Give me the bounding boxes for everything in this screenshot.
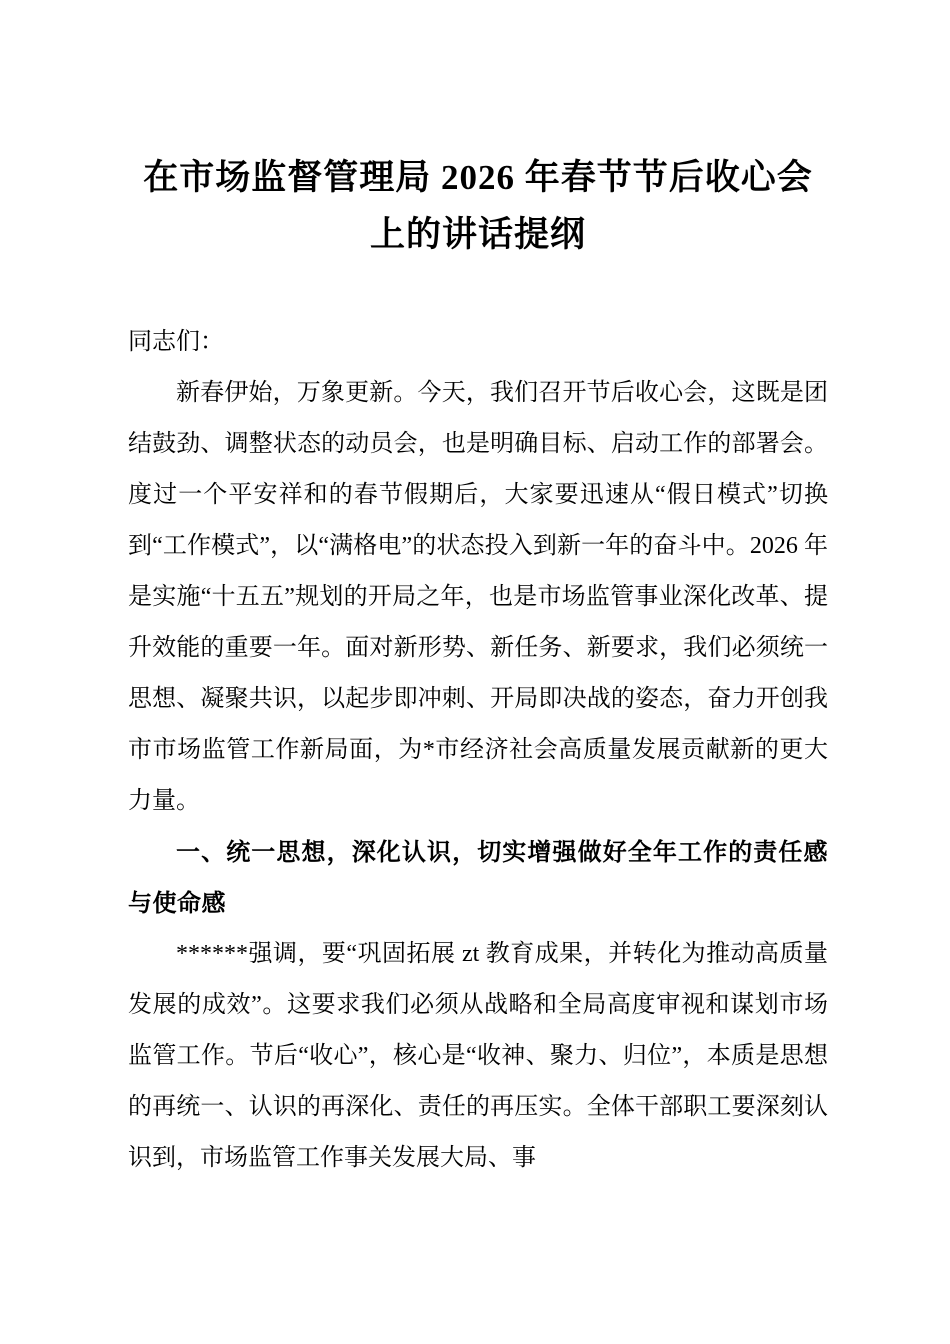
- section-heading-1: 一、统一思想，深化认识，切实增强做好全年工作的责任感与使命感: [128, 839, 828, 918]
- salutation-line: 同志们：: [128, 329, 224, 356]
- body-paragraph-2: ******强调，要“巩固拓展 zt 教育成果，并转化为推动高质量发展的成效”。这要求我们必须从战略和全局高度审视和谋划市场监管工作。节后“收心”，核心是“收神、聚力、归位”，本质是思想的再统一、认识的再深化、责任的再压实。全体干部职工要深刻认识到，市场监管工作事关发展大局、事: [128, 941, 828, 1172]
- document-title: 在市场监督管理局 2026 年春节节后收心会上的讲话提纲: [143, 158, 813, 254]
- body-paragraph-1: 新春伊始，万象更新。今天，我们召开节后收心会，这既是团结鼓劲、调整状态的动员会，也是明确目标、启动工作的部署会。度过一个平安祥和的春节假期后，大家要迅速从“假日模式”切换到“工作模式”，以“满格电”的状态投入到新一年的奋斗中。2026 年是实施“十五五”规划的开局之年，也是市场监管事业深化改革、提升效能的重要一年。面对新形势、新任务、新要求，我们必须统一思想、凝聚共识，以起步即冲刺、开局即决战的姿态，奋力开创我市市场监管工作新局面，为*市经济社会高质量发展贡献新的更大力量。: [128, 380, 828, 815]
